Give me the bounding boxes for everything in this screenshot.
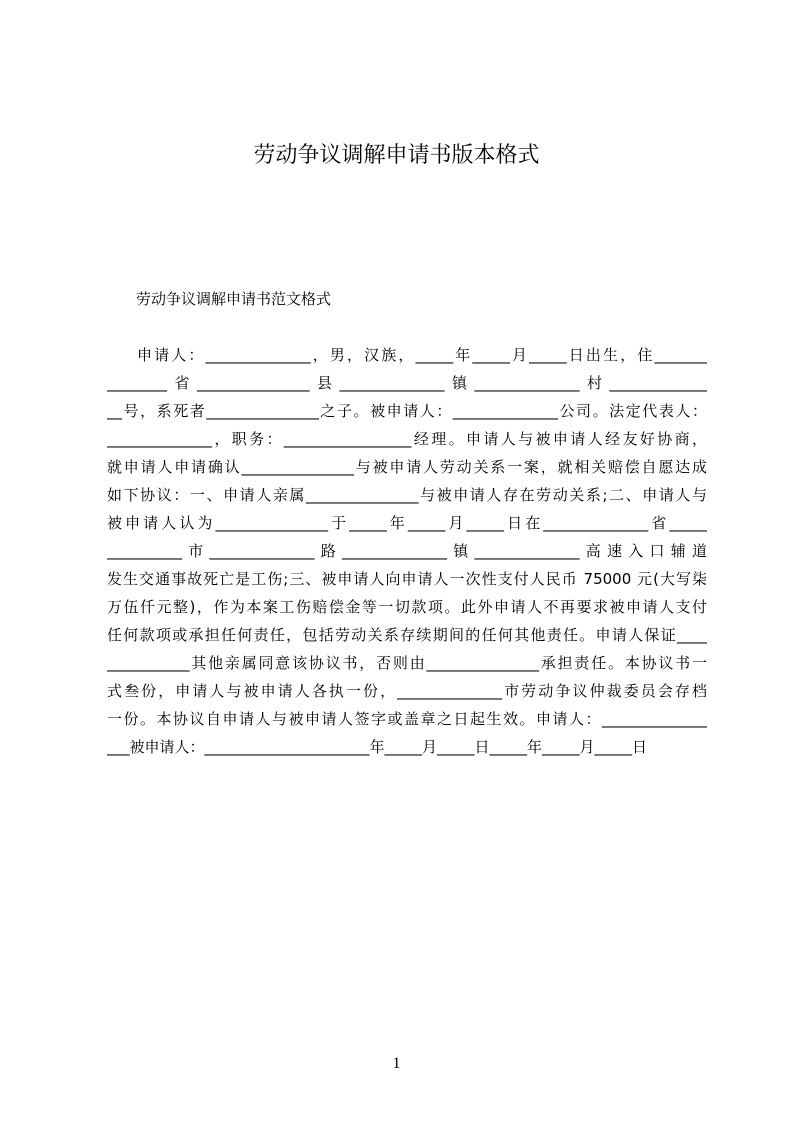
body-line: 一份。本协议自申请人与被申请人签字或盖章之日起生效。申请人：______________ (107, 710, 707, 728)
body-line: 万伍仟元整)，作为本案工伤赔偿金等一切款项。此外申请人不再要求被申请人支付 (107, 598, 707, 616)
body-line: __________市______________路______________镇______________高速入口辅道 (107, 542, 707, 560)
body-line: ___________其他亲属同意该协议书，否则由_______________承担责任。本协议书一 (107, 654, 707, 672)
body-line: 发生交通事故死亡是工伤;三、被申请人向申请人一次性支付人民币 75000 元(大写柒 (107, 570, 707, 588)
body-line: ___被申请人：______________________年_____月_____日_____年_____月_____日 (107, 738, 648, 756)
body-line: ______________，职务：_________________经理。申请人与被申请人经友好协商， (107, 430, 707, 448)
body-line: 式叁份，申请人与被申请人各执一份，______________市劳动争议仲裁委员会存档 (107, 682, 707, 700)
body-line: __号，系死者_______________之子。被申请人：______________公司。法定代表人： (107, 402, 707, 420)
body-line: 如下协议：一、申请人亲属_______________与被申请人存在劳动关系;二、申请人与 (107, 486, 707, 504)
body-line: ________省_______________县______________镇______________村_____________ (107, 374, 707, 392)
document-body (107, 344, 707, 764)
body-line: 任何款项或承担任何责任，包括劳动关系存续期间的任何其他责任。申请人保证____ (107, 626, 707, 644)
page-number: 1 (392, 1055, 401, 1072)
body-line: 被申请人认为_______________于_____年_____月_____日在______________省_____ (107, 514, 707, 532)
body-line: 就申请人申请确认_______________与被申请人劳动关系一案，就相关赔偿自愿达成 (107, 458, 707, 476)
body-line: 申请人：______________，男，汉族，_____年_____月_____日出生，住_______ (137, 346, 707, 364)
document-subtitle: 劳动争议调解申请书范文格式 (136, 290, 332, 308)
document-title: 劳动争议调解申请书版本格式 (253, 143, 540, 168)
